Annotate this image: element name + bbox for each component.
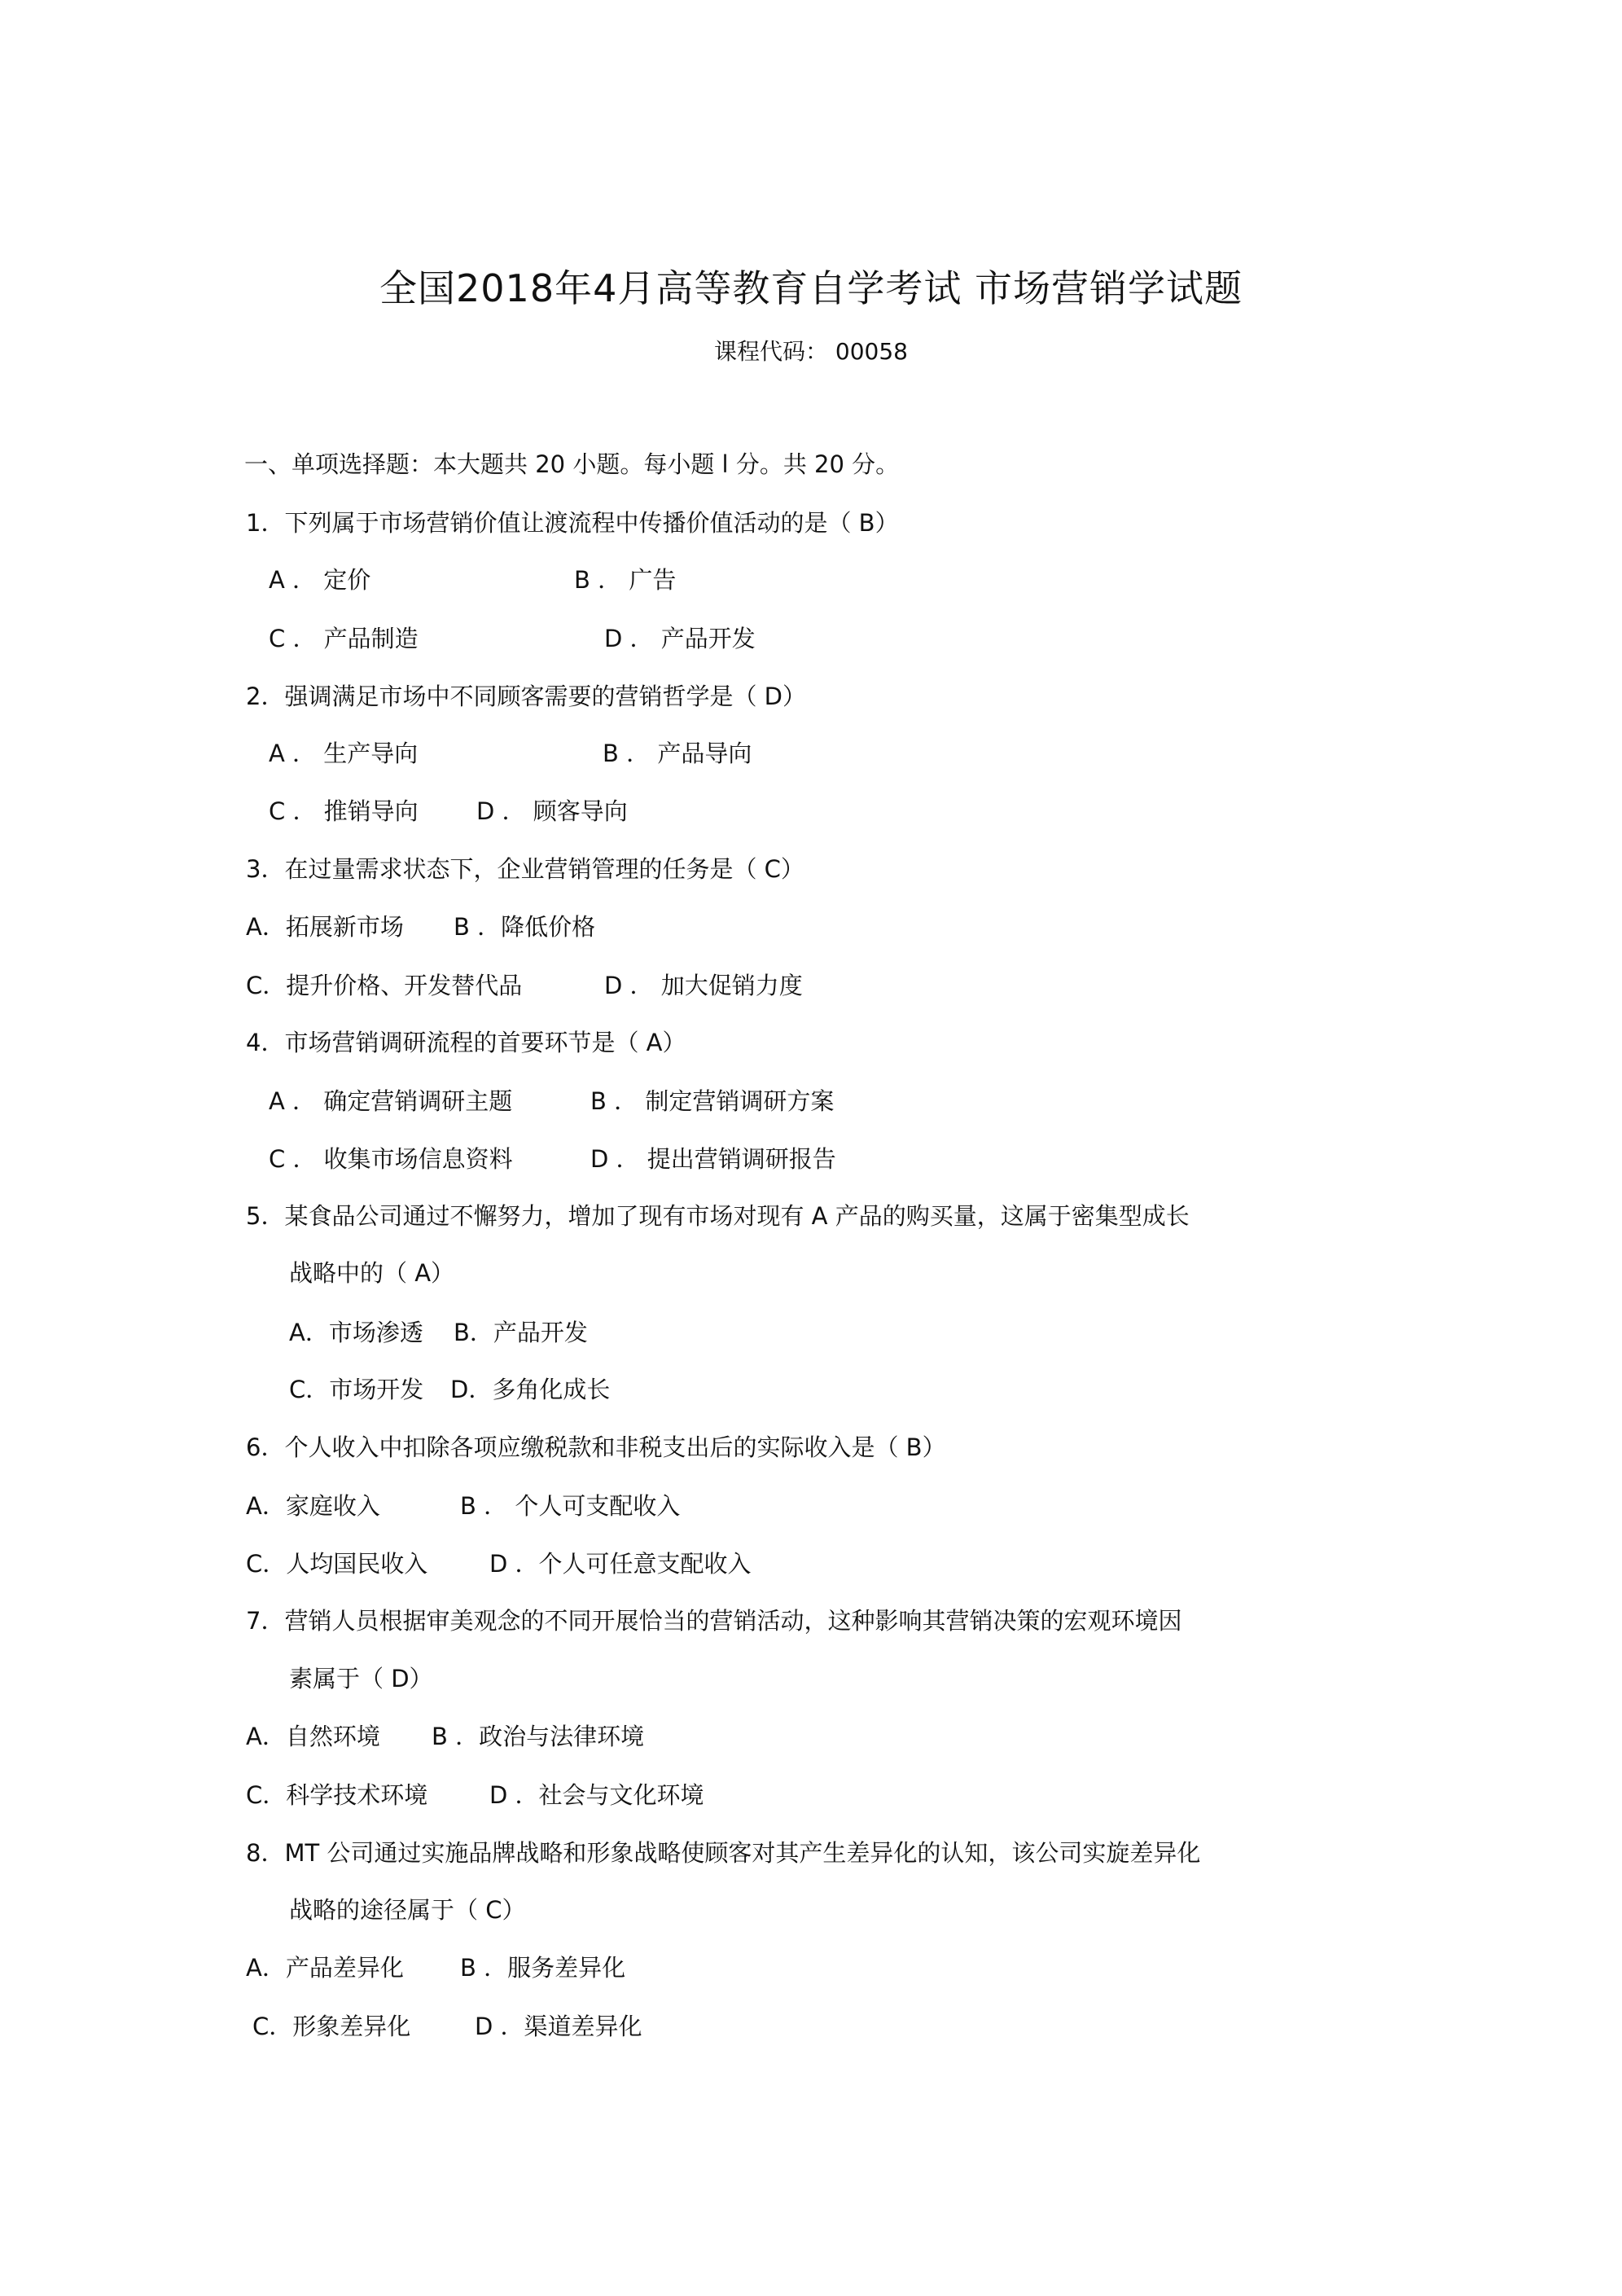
- question-3-stem: 3．在过量需求状态下，企业营销管理的任务是（ C）: [246, 855, 804, 883]
- page-title: 全国2018年4月高等教育自学考试 市场营销学试题: [379, 266, 1243, 310]
- section-heading: 一、单项选择题：本大题共 20 小题。每小题 l 分。共 20 分。: [244, 450, 900, 478]
- question-8-option-b: B ．服务差异化: [460, 1954, 626, 1982]
- question-8-option-a: A．产品差异化: [246, 1954, 404, 1982]
- question-8-option-d: D ．渠道差异化: [475, 2013, 642, 2040]
- question-5-option-a: A．市场渗透: [289, 1319, 423, 1346]
- question-4-stem: 4．市场营销调研流程的首要环节是（ A）: [246, 1029, 686, 1056]
- question-2-option-d: D ． 顾客导向: [476, 797, 628, 825]
- question-8-stem-line-2: 战略的途径属于（ C）: [289, 1896, 526, 1924]
- question-3-option-c: C．提升价格、开发替代品: [246, 972, 523, 999]
- question-2-option-a: A ． 生产导向: [269, 740, 419, 767]
- question-1-option-b: B ． 广告: [574, 566, 677, 594]
- question-7-stem-line-1: 7．营销人员根据审美观念的不同开展恰当的营销活动，这种影响其营销决策的宏观环境因: [246, 1607, 1182, 1635]
- course-code: 课程代码： 00058: [714, 338, 908, 365]
- question-8-stem-line-1: 8．MT 公司通过实施品牌战略和形象战略使顾客对其产生差异化的认知，该公司实旋差异化: [246, 1839, 1201, 1867]
- question-1-option-c: C ． 产品制造: [269, 625, 419, 652]
- question-6-option-d: D ．个人可任意支配收入: [489, 1550, 752, 1578]
- question-2-option-c: C ． 推销导向: [269, 797, 419, 825]
- question-6-option-b: B ． 个人可支配收入: [460, 1492, 681, 1520]
- question-5-stem-line-1: 5．某食品公司通过不懈努力，增加了现有市场对现有 A 产品的购买量，这属于密集型成长: [246, 1202, 1190, 1230]
- question-7-option-a: A．自然环境: [246, 1723, 380, 1750]
- question-1-option-d: D ． 产品开发: [604, 625, 756, 652]
- question-6-option-a: A．家庭收入: [246, 1492, 380, 1520]
- question-7-option-c: C．科学技术环境: [246, 1781, 428, 1809]
- question-4-option-b: B ． 制定营销调研方案: [590, 1087, 835, 1115]
- question-1-stem: 1．下列属于市场营销价值让渡流程中传播价值活动的是（ B）: [246, 509, 899, 537]
- question-7-option-d: D ．社会与文化环境: [489, 1781, 704, 1809]
- question-5-option-b: B．产品开发: [454, 1319, 588, 1346]
- question-4-option-c: C ． 收集市场信息资料: [269, 1145, 513, 1173]
- question-3-option-d: D ． 加大促销力度: [604, 972, 803, 999]
- question-4-option-d: D ． 提出营销调研报告: [590, 1145, 836, 1173]
- question-5-option-d: D．多角化成长: [450, 1376, 611, 1403]
- question-1-option-a: A ． 定价: [269, 566, 371, 594]
- question-7-stem-line-2: 素属于（ D）: [289, 1665, 433, 1692]
- question-6-option-c: C．人均国民收入: [246, 1550, 428, 1578]
- question-5-stem-line-2: 战略中的（ A）: [289, 1259, 455, 1287]
- question-3-option-b: B ．降低价格: [454, 913, 596, 941]
- question-2-stem: 2．强调满足市场中不同顾客需要的营销哲学是（ D）: [246, 683, 807, 710]
- question-4-option-a: A ． 确定营销调研主题: [269, 1087, 513, 1115]
- question-5-option-c: C．市场开发: [289, 1376, 424, 1403]
- question-8-option-c: C．形象差异化: [252, 2013, 411, 2040]
- question-2-option-b: B ． 产品导向: [603, 740, 752, 767]
- question-6-stem: 6．个人收入中扣除各项应缴税款和非税支出后的实际收入是（ B）: [246, 1433, 946, 1461]
- question-3-option-a: A．拓展新市场: [246, 913, 404, 941]
- question-7-option-b: B ．政治与法律环境: [432, 1723, 645, 1750]
